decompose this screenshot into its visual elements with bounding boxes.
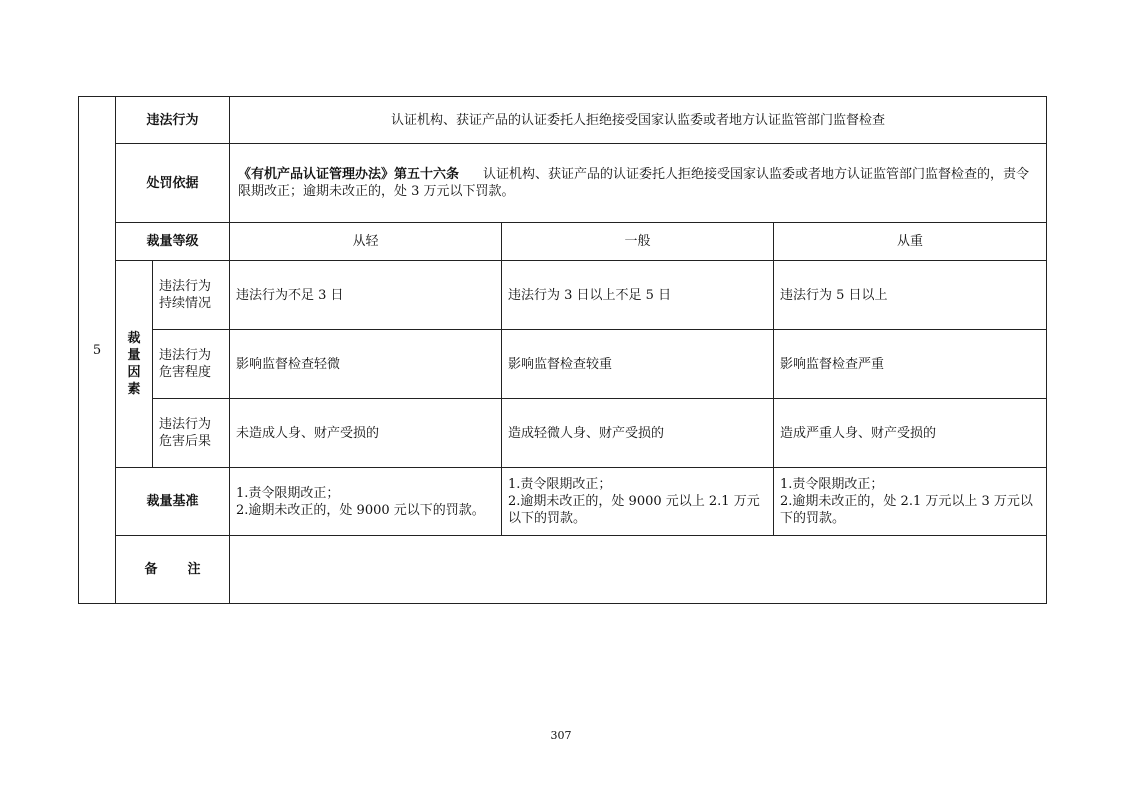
basis-text: 认证机构、获证产品的认证委托人拒绝接受国家认监委或者地方认证监管部门监督检查的，责令限期改正；逾期未改正的，处 3 万元以下罚款。 [238,167,1030,199]
page-number: 307 [550,729,572,742]
factor-light: 违法行为不足 3 日 [230,261,502,330]
factors-label: 裁量因素 [116,261,153,468]
basis-row [79,144,1047,223]
level-general: 一般 [502,223,774,261]
level-light: 从轻 [230,223,502,261]
standard-light: 1.责令限期改正； 2.逾期未改正的，处 9000 元以下的罚款。 [230,468,502,536]
factor-heavy: 造成严重人身、财产受损的 [774,399,1047,468]
basis-label: 处罚依据 [116,144,230,223]
levels-row [79,223,1047,261]
factor-general: 违法行为 3 日以上不足 5 日 [502,261,774,330]
factor-row [79,261,1047,330]
factor-heavy: 影响监督检查严重 [774,330,1047,399]
standard-general: 1.责令限期改正； 2.逾期未改正的，处 9000 元以上 2.1 万元以下的罚款。 [502,468,774,536]
factor-row [79,399,1047,468]
standard-row [79,468,1047,536]
standard-heavy: 1.责令限期改正； 2.逾期未改正的，处 2.1 万元以上 3 万元以下的罚款。 [774,468,1047,536]
factor-label: 违法行为持续情况 [153,261,230,330]
remarks-row [79,536,1047,604]
factor-row [79,330,1047,399]
violation-row [79,97,1047,144]
level-heavy: 从重 [774,223,1047,261]
remarks-label: 备 注 [116,536,230,604]
factor-label: 违法行为危害程度 [153,330,230,399]
factor-general: 影响监督检查较重 [502,330,774,399]
levels-label: 裁量等级 [116,223,230,261]
factor-label: 违法行为危害后果 [153,399,230,468]
violation-label: 违法行为 [116,97,230,144]
factor-light: 未造成人身、财产受损的 [230,399,502,468]
violation-text: 认证机构、获证产品的认证委托人拒绝接受国家认监委或者地方认证监管部门监督检查 [230,97,1047,144]
factor-light: 影响监督检查轻微 [230,330,502,399]
standard-label: 裁量基准 [116,468,230,536]
law-title: 《有机产品认证管理办法》第五十六条 [238,167,460,182]
discretion-table [78,96,1047,604]
basis-cell [230,144,1047,223]
remarks-text [230,536,1047,604]
item-number: 5 [79,97,116,604]
factor-heavy: 违法行为 5 日以上 [774,261,1047,330]
factor-general: 造成轻微人身、财产受损的 [502,399,774,468]
